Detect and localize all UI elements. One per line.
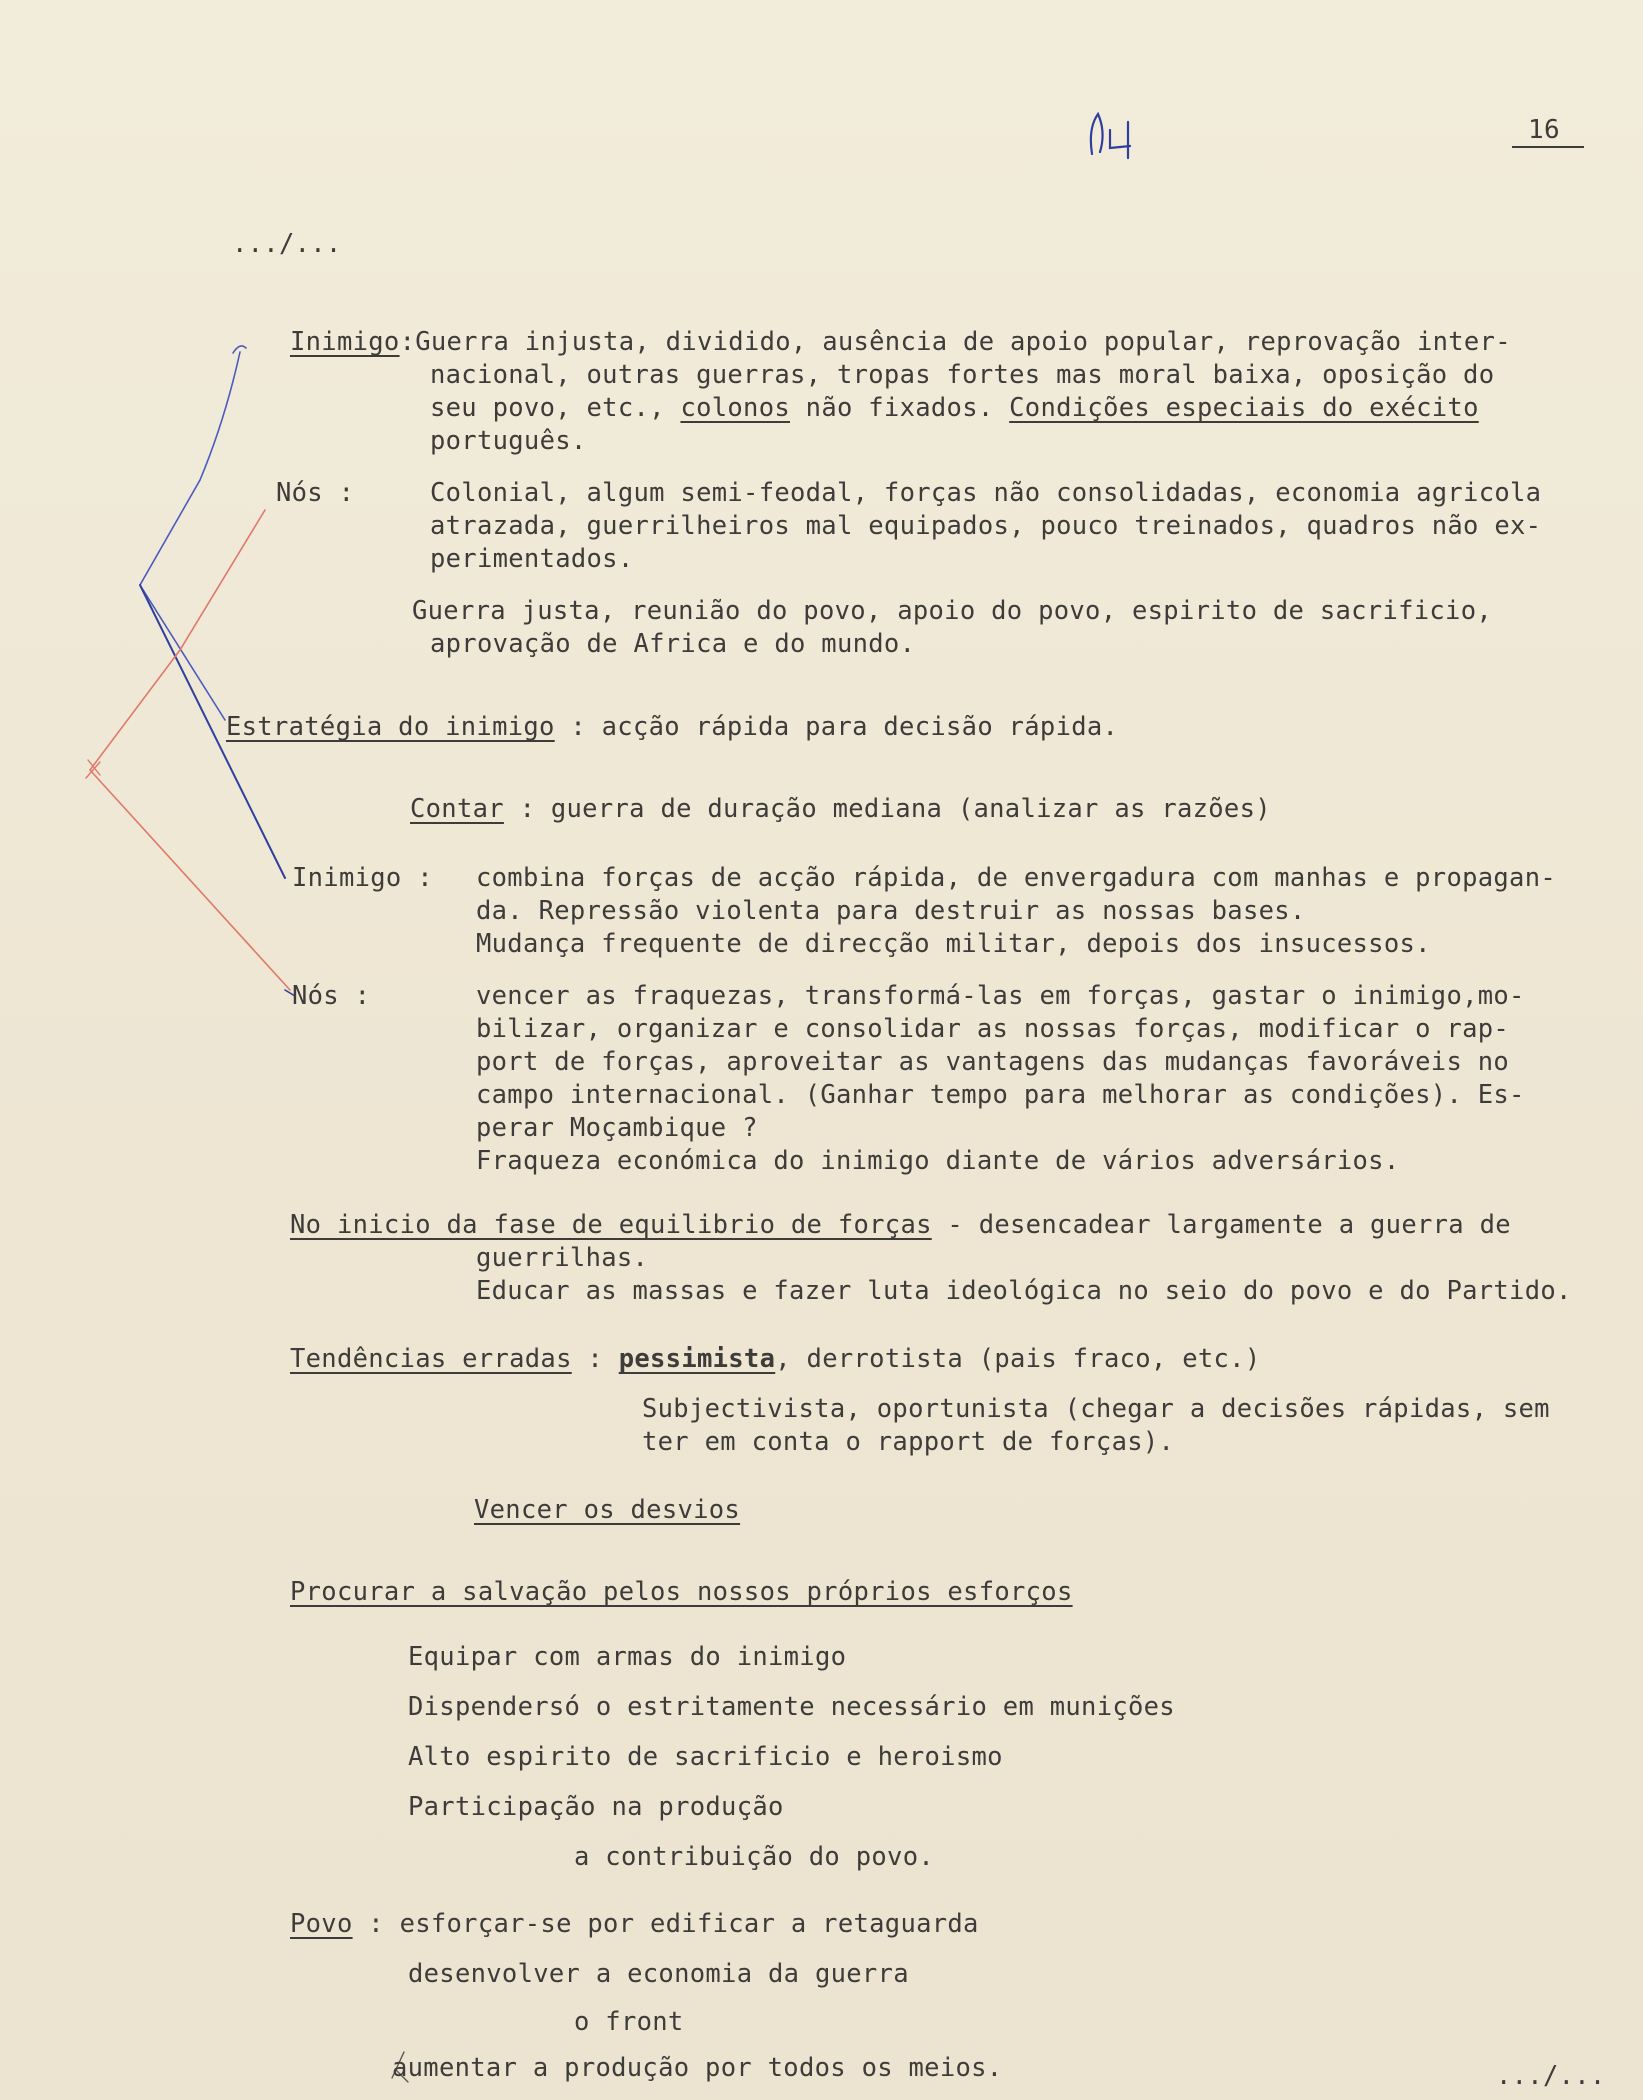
- contar-nos-line: bilizar, organizar e consolidar as nossas forças, modificar o rap-: [476, 1014, 1510, 1044]
- tendencias-line: ter em conta o rapport de forças).: [642, 1427, 1175, 1457]
- forces-nos-line: Guerra justa, reunião do povo, apoio do povo, espirito de sacrificio,: [412, 596, 1493, 626]
- salvacao-item: Participação na produção: [408, 1792, 784, 1822]
- contar-heading: Contar : guerra de duração mediana (analizar as razões): [410, 794, 1271, 824]
- contar-inimigo-line: Mudança frequente de direcção militar, depois dos insucessos.: [476, 929, 1431, 959]
- salvacao-subitem: a contribuição do povo.: [574, 1842, 935, 1872]
- continuation-top: .../...: [232, 229, 342, 259]
- salvacao-item: Alto espirito de sacrificio e heroismo: [408, 1742, 1003, 1772]
- contar-nos-label: Nós :: [292, 981, 371, 1011]
- forces-inimigo-line: nacional, outras guerras, tropas fortes mas moral baixa, oposição do: [430, 360, 1495, 390]
- contar-inimigo-line: da. Repressão violenta para destruir as nossas bases.: [476, 896, 1306, 926]
- tendencias-label: Tendências erradas: [290, 1344, 572, 1374]
- forces-nos-line: perimentados.: [430, 544, 634, 574]
- equilibrio-label: No inicio da fase de equilibrio de forças: [290, 1210, 932, 1240]
- contar-nos-line: Fraqueza económica do inimigo diante de vários adversários.: [476, 1146, 1400, 1176]
- forces-inimigo-line: português.: [430, 426, 587, 456]
- contar-nos-line: vencer as fraquezas, transformá-las em forças, gastar o inimigo,mo-: [476, 981, 1525, 1011]
- strategy-label: Estratégia do inimigo: [226, 712, 555, 742]
- equilibrio-heading: No inicio da fase de equilibrio de forças - desencadear largamente a guerra de: [290, 1210, 1511, 1240]
- tendencias-item-pessimista: pessimista: [618, 1344, 776, 1374]
- contar-nos-line: campo internacional. (Ganhar tempo para melhorar as condições). Es-: [476, 1080, 1525, 1110]
- forces-nos-line: atrazada, guerrilheiros mal equipados, pouco treinados, quadros não ex-: [430, 511, 1542, 541]
- blue-pencil-line-upper: [140, 352, 240, 720]
- contar-inimigo-line: combina forças de acção rápida, de envergadura com manhas e propagan-: [476, 863, 1557, 893]
- povo-line: aumentar a produção por todos os meios.: [392, 2053, 1003, 2083]
- contar-label: Contar: [410, 794, 504, 824]
- equilibrio-line: Educar as massas e fazer luta ideológica no seio do povo e do Partido.: [476, 1276, 1572, 1306]
- forces-nos-line: aprovação de Africa e do mundo.: [430, 629, 916, 659]
- tendencias-heading: Tendências erradas : pessimista, derrotista (pais fraco, etc.): [290, 1344, 1261, 1374]
- desvios-heading: Vencer os desvios: [474, 1495, 741, 1525]
- page-number: 16: [1528, 115, 1560, 145]
- page-number-underline: [1512, 146, 1584, 148]
- red-pencil-line-lower: [90, 770, 290, 990]
- equilibrio-line: guerrilhas.: [476, 1243, 649, 1273]
- contar-nos-line: perar Moçambique ?: [476, 1113, 758, 1143]
- contar-inimigo-label: Inimigo :: [292, 863, 433, 893]
- forces-inimigo-line: seu povo, etc., colonos não fixados. Condições especiais do exécito: [430, 393, 1479, 423]
- salvacao-item: Dispendersó o estritamente necessário em munições: [408, 1692, 1175, 1722]
- handwritten-page-mark: [1084, 108, 1144, 162]
- forces-inimigo-line: :Guerra injusta, dividido, ausência de apoio popular, reprovação inter-: [399, 327, 1511, 357]
- continuation-bottom: .../...: [1496, 2061, 1606, 2091]
- forces-nos-label: Nós :: [276, 478, 355, 508]
- red-pencil-x: [86, 760, 100, 778]
- forces-inimigo-heading: [290, 326, 1511, 359]
- contar-nos-line: port de forças, aproveitar as vantagens das mudanças favoráveis no: [476, 1047, 1510, 1077]
- forces-inimigo-label: Inimigo: [290, 327, 400, 357]
- tendencias-line: Subjectivista, oportunista (chegar a decisões rápidas, sem: [642, 1394, 1550, 1424]
- povo-heading: Povo : esforçar-se por edificar a retaguarda: [290, 1909, 979, 1939]
- salvacao-heading: Procurar a salvação pelos nossos próprios esforços: [290, 1577, 1073, 1607]
- salvacao-item: Equipar com armas do inimigo: [408, 1642, 847, 1672]
- povo-line: o front: [574, 2007, 684, 2037]
- povo-label: Povo: [290, 1909, 353, 1939]
- strategy-heading: Estratégia do inimigo : acção rápida para decisão rápida.: [226, 712, 1119, 742]
- forces-nos-line: Colonial, algum semi-feodal, forças não consolidadas, economia agricola: [430, 478, 1542, 508]
- povo-line: desenvolver a economia da guerra: [408, 1959, 909, 1989]
